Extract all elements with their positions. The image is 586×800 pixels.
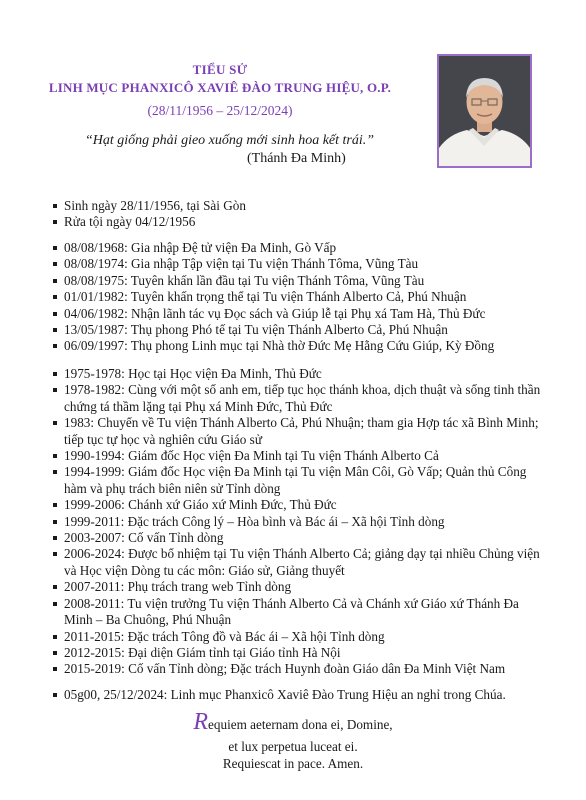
quote-author: (Thánh Đa Minh) <box>247 151 346 166</box>
list-item: 1975-1978: Học tại Học viện Đa Minh, Thủ Đức <box>52 366 542 382</box>
list-item: 06/09/1997: Thụ phong Linh mục tại Nhà thờ Đức Mẹ Hằng Cứu Giúp, Kỳ Đồng <box>52 338 542 354</box>
prayer-line-3: Requiescat in pace. Amen. <box>222 756 364 771</box>
page-title: TIỂU SỬ <box>192 62 248 77</box>
prayer-line-1 <box>0 709 586 735</box>
portrait-image <box>439 56 530 166</box>
list-item: 08/08/1974: Gia nhập Tập viện tại Tu viện Thánh Tôma, Vũng Tàu <box>52 256 542 272</box>
list-item: 13/05/1987: Thụ phong Phó tế tại Tu viện Thánh Alberto Cả, Phú Nhuận <box>52 322 542 338</box>
ministry-list <box>52 366 542 678</box>
prayer-dropcap: R <box>193 709 209 735</box>
list-item: 2011-2015: Đặc trách Tông đồ và Bác ái – Xã hội Tỉnh dòng <box>52 629 542 645</box>
list-item: 2007-2011: Phụ trách trang web Tỉnh dòng <box>52 579 542 595</box>
portrait-photo <box>437 54 532 168</box>
list-item: 1978-1982: Cùng với một số anh em, tiếp tục học thánh khoa, dịch thuật và sống tinh thần chứng tá thầm lặng tại Phụ xá Minh Đức, Thủ Đức <box>52 382 542 415</box>
prayer-line-2: et lux perpetua luceat ei. <box>228 739 358 754</box>
religious-life-list <box>52 240 542 355</box>
list-item: 1983: Chuyển về Tu viện Thánh Alberto Cả, Phú Nhuận; tham gia Hợp tác xã Bình Minh; tiếp tục tự học và nghiên cứu Giáo sử <box>52 415 542 448</box>
list-item: 2012-2015: Đại diện Giám tỉnh tại Giáo tỉnh Hà Nội <box>52 645 542 661</box>
list-item: 2008-2011: Tu viện trưởng Tu viện Thánh Alberto Cả và Chánh xứ Giáo xứ Thánh Đa Minh – Ba Chuông, Phú Nhuận <box>52 596 542 629</box>
list-item: 08/08/1968: Gia nhập Đệ tử viện Đa Minh, Gò Vấp <box>52 240 542 256</box>
list-item: Rửa tội ngày 04/12/1956 <box>52 214 542 230</box>
list-item: 04/06/1982: Nhận lãnh tác vụ Đọc sách và Giúp lễ tại Phụ xá Tam Hà, Thủ Đức <box>52 306 542 322</box>
list-item: 2015-2019: Cố vấn Tỉnh dòng; Đặc trách Huynh đoàn Giáo dân Đa Minh Việt Nam <box>52 661 542 677</box>
life-dates: (28/11/1956 – 25/12/2024) <box>147 103 293 118</box>
prayer-line-1-text: equiem aeternam dona ei, Domine, <box>208 717 393 732</box>
list-item: 2003-2007: Cố vấn Tỉnh dòng <box>52 530 542 546</box>
quote: “Hạt giống phải gieo xuống mới sinh hoa kết trái.” <box>85 133 375 148</box>
death-list <box>52 687 542 703</box>
list-item: 05g00, 25/12/2024: Linh mục Phanxicô Xaviê Đào Trung Hiệu an nghỉ trong Chúa. <box>52 687 542 703</box>
list-item: 2006-2024: Được bổ nhiệm tại Tu viện Thánh Alberto Cả; giảng dạy tại nhiều Chủng viện và Học viện Dòng tu các môn: Giáo sử, Giảng thuyết <box>52 546 542 579</box>
page-subtitle: LINH MỤC PHANXICÔ XAVIÊ ĐÀO TRUNG HIỆU, O.P. <box>48 80 392 95</box>
header <box>0 0 586 175</box>
list-item: Sinh ngày 28/11/1956, tại Sài Gòn <box>52 198 542 214</box>
list-item: 08/08/1975: Tuyên khấn lần đầu tại Tu viện Thánh Tôma, Vũng Tàu <box>52 273 542 289</box>
list-item: 1990-1994: Giám đốc Học viện Đa Minh tại Tu viện Thánh Alberto Cả <box>52 448 542 464</box>
list-item: 1994-1999: Giám đốc Học viện Đa Minh tại Tu viện Mân Côi, Gò Vấp; Quản thủ Công hàm và phụ trách biên niên sử Tỉnh dòng <box>52 464 542 497</box>
list-item: 01/01/1982: Tuyên khấn trọng thể tại Tu viện Thánh Alberto Cả, Phú Nhuận <box>52 289 542 305</box>
list-item: 1999-2006: Chánh xứ Giáo xứ Minh Đức, Thủ Đức <box>52 497 542 513</box>
birth-list <box>52 198 542 231</box>
list-item: 1999-2011: Đặc trách Công lý – Hòa bình và Bác ái – Xã hội Tỉnh dòng <box>52 514 542 530</box>
